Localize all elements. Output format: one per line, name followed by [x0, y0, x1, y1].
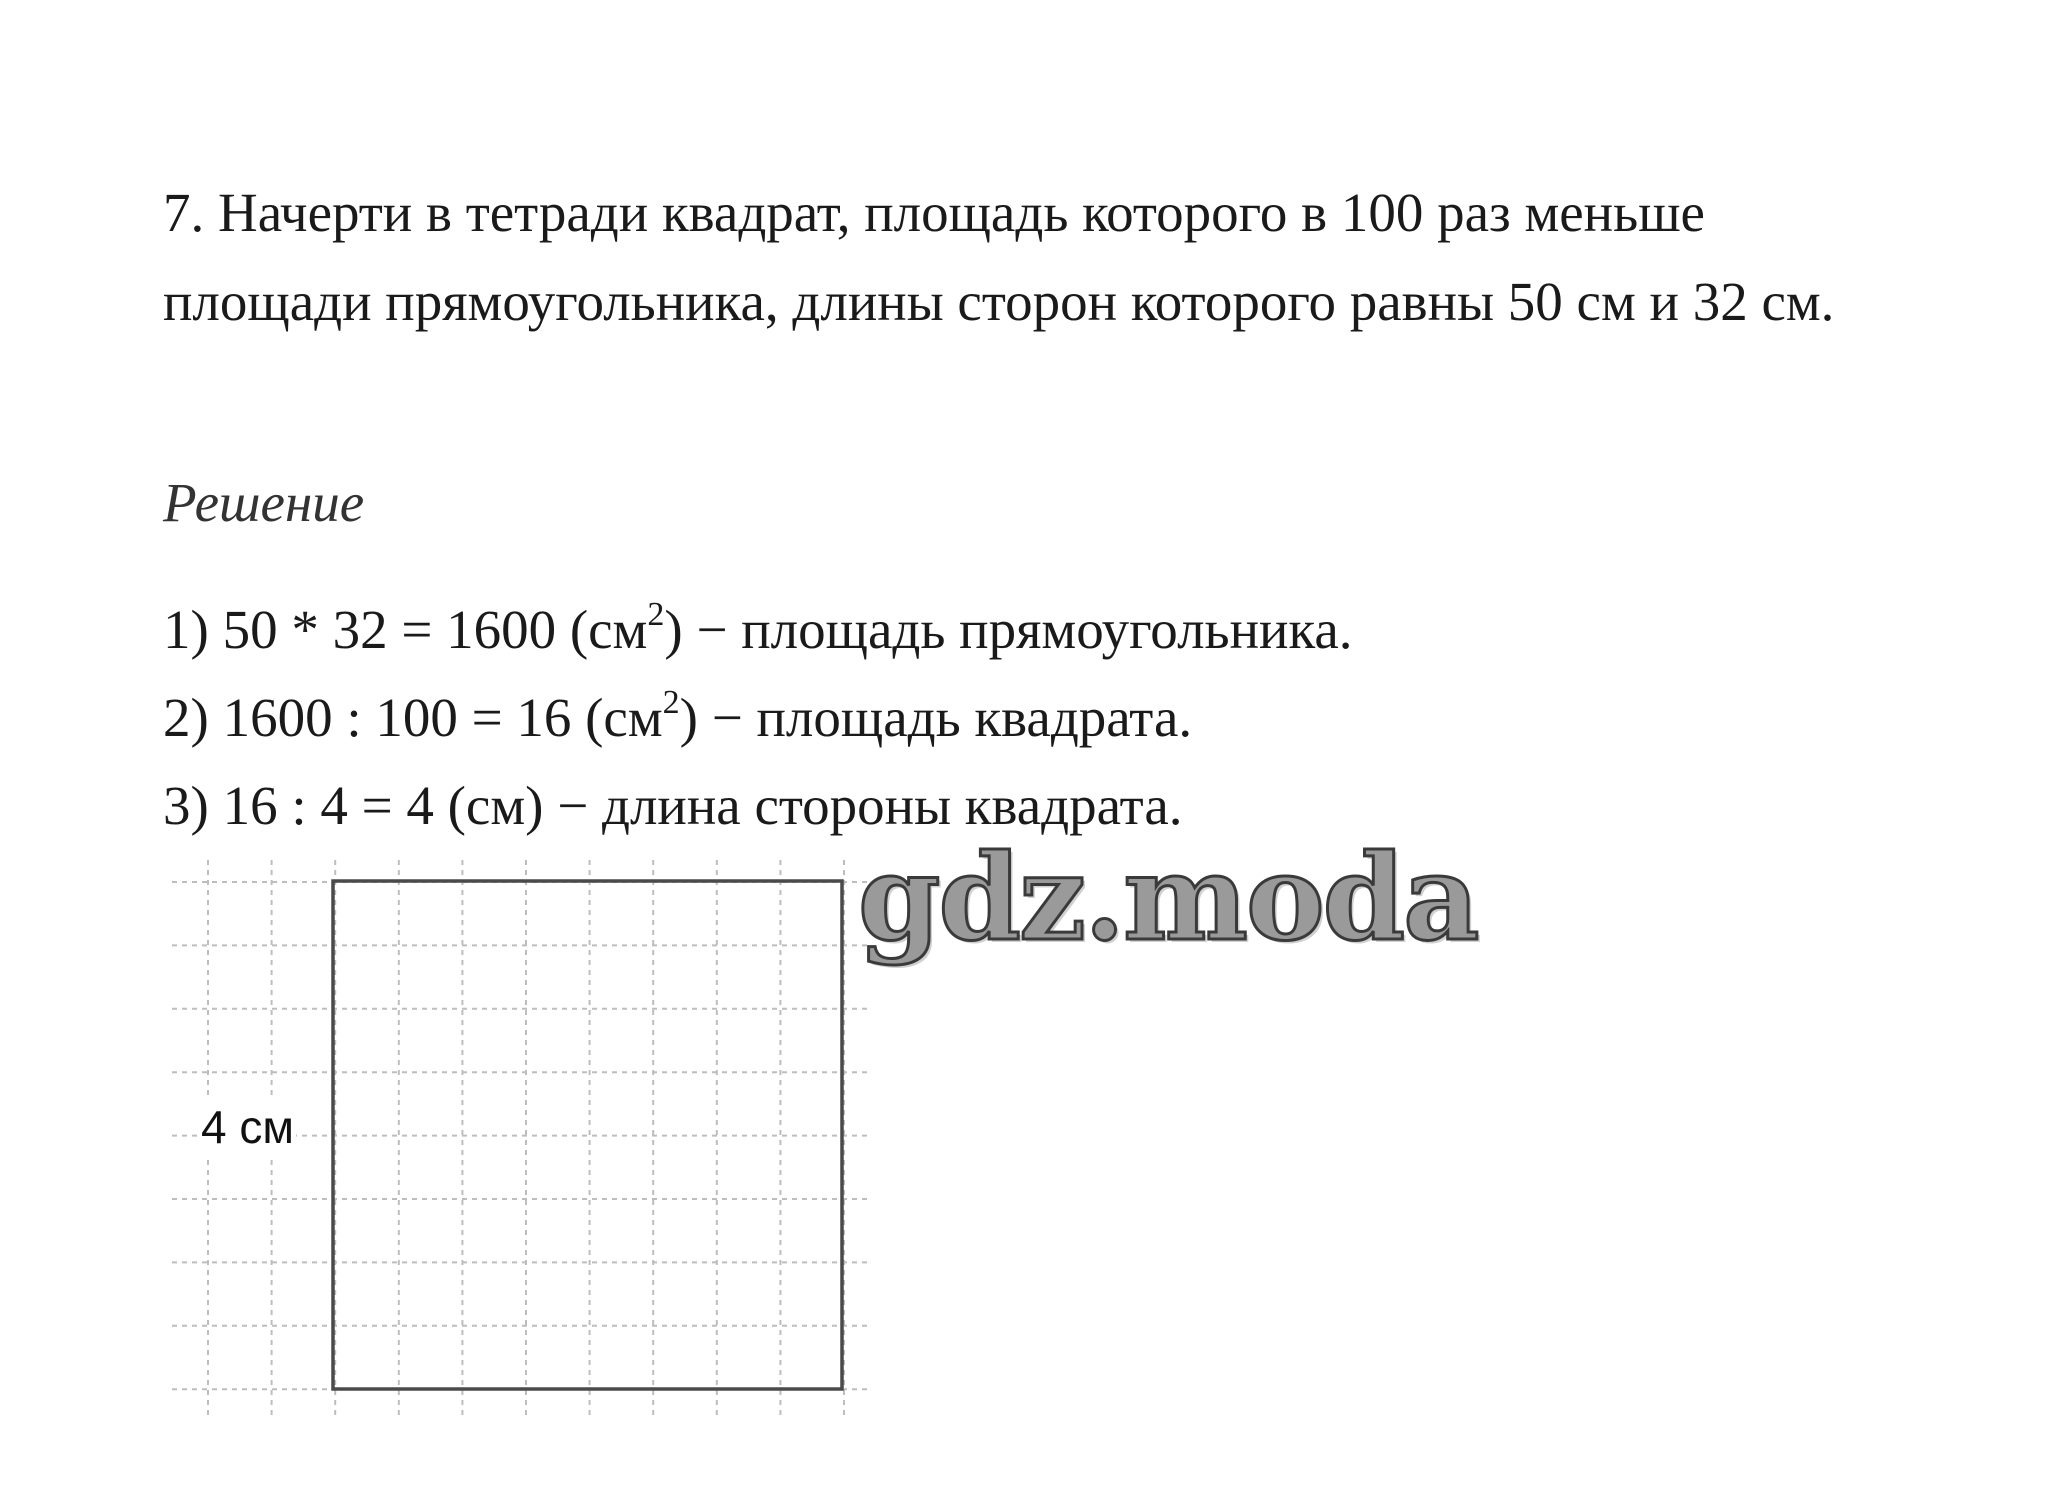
step-2-text: 2) 1600 : 100 = 16 (см [163, 687, 663, 748]
step-3-text: 3) 16 : 4 = 4 (см) − длина стороны квадрата. [163, 775, 1183, 836]
step-1-text: 1) 50 * 32 = 1600 (см [163, 599, 648, 660]
task-statement: 7. Начерти в тетради квадрат, площадь которого в 100 раз меньше площади прямоугольника, длины сторон которого равны 50 см и 32 см. [163, 182, 1835, 332]
step-2-rest: ) − площадь квадрата. [679, 687, 1193, 748]
step-2-exponent: 2 [662, 683, 680, 721]
step-1-exponent: 2 [647, 595, 665, 633]
solution-heading: Решение [163, 472, 365, 533]
watermark-logo: gdz.moda [858, 828, 1478, 967]
square-side-label: 4 см [199, 1097, 296, 1157]
step-1-rest: ) − площадь прямоугольника. [664, 599, 1353, 660]
